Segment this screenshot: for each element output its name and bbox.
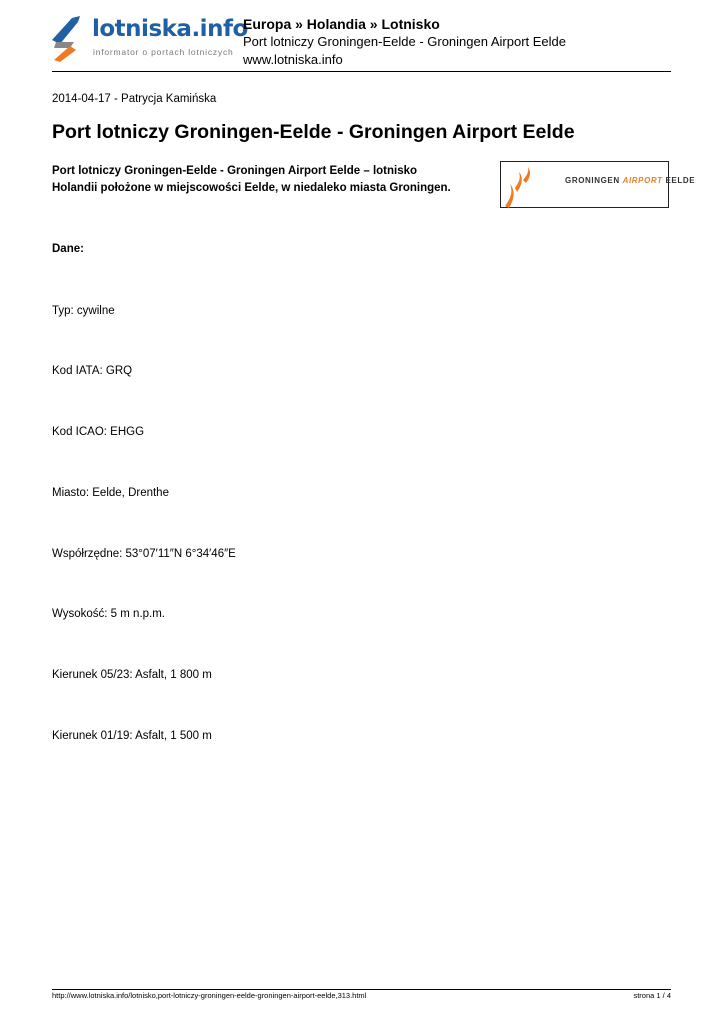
fact-elevation: Wysokość: 5 m n.p.m.	[52, 608, 166, 620]
airport-logo-word-groningen: GRONINGEN	[565, 176, 620, 185]
header-divider	[52, 71, 671, 72]
data-heading: Dane:	[52, 243, 84, 255]
airport-logo-word-airport: AIRPORT	[622, 176, 663, 185]
site-url[interactable]: www.lotniska.info	[243, 52, 343, 67]
header-info	[243, 15, 566, 69]
fact-city: Miasto: Eelde, Drenthe	[52, 487, 169, 499]
article-meta: 2014-04-17 - Patrycja Kamińska	[52, 93, 217, 105]
page-title: Port lotniczy Groningen-Eelde - Groningen Airport Eelde	[52, 121, 575, 143]
footer-divider	[52, 989, 671, 990]
plane-logo-icon	[50, 14, 90, 64]
breadcrumb[interactable]: Europa » Holandia » Lotnisko	[243, 16, 440, 32]
page-number: strona 1 / 4	[633, 991, 671, 1000]
fact-runway-05-23: Kierunek 05/23: Asfalt, 1 800 m	[52, 669, 212, 681]
airport-logo-mark-icon	[501, 162, 561, 209]
fact-icao: Kod ICAO: EHGG	[52, 426, 145, 438]
fact-runway-01-19: Kierunek 01/19: Asfalt, 1 500 m	[52, 730, 212, 742]
airport-logo-word-eelde: EELDE	[665, 176, 696, 185]
fact-iata: Kod IATA: GRQ	[52, 365, 133, 377]
site-logo[interactable]	[50, 14, 248, 64]
logo-tagline: informator o portach lotniczych	[93, 47, 234, 57]
article-lead: Port lotniczy Groningen-Eelde - Groningen Airport Eelde – lotnisko Holandii położone w miejscowości Eelde, w niedaleko miasta Groningen.	[52, 165, 451, 194]
airport-logo-image	[500, 161, 696, 208]
logo-name: lotniska.info	[92, 16, 248, 42]
footer-url[interactable]: http://www.lotniska.info/lotnisko,port-lotniczy-groningen-eelde-groningen-airport-eelde,313.html	[52, 991, 367, 1000]
fact-coordinates: Współrzędne: 53°07′11″N 6°34′46″E	[52, 548, 236, 560]
airport-logo-text	[565, 176, 695, 185]
header-subtitle: Port lotniczy Groningen-Eelde - Groningen Airport Eelde	[243, 34, 567, 49]
fact-type: Typ: cywilne	[52, 305, 115, 317]
